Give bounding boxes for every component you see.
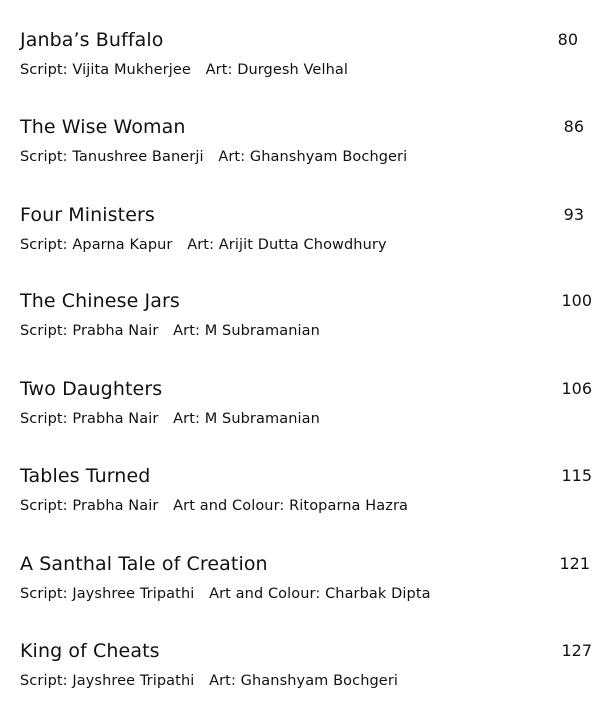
script-label: Script: bbox=[20, 673, 68, 689]
art-label: Art and Colour: bbox=[173, 498, 285, 514]
credits-line bbox=[20, 671, 398, 691]
script-label: Script: bbox=[20, 323, 68, 339]
story-title: Two Daughters bbox=[20, 378, 163, 400]
toc-entry bbox=[0, 289, 600, 369]
toc-entry bbox=[0, 639, 600, 719]
credits-line bbox=[20, 496, 408, 516]
art-label: Art: bbox=[187, 237, 215, 253]
art-author: Ghanshyam Bochgeri bbox=[240, 673, 399, 689]
story-title: A Santhal Tale of Creation bbox=[20, 553, 268, 575]
script-label: Script: bbox=[20, 149, 68, 165]
page-number: 93 bbox=[563, 205, 584, 224]
art-label: Art: bbox=[173, 323, 200, 339]
page-number: 121 bbox=[559, 554, 590, 573]
art-label: Art: bbox=[173, 411, 200, 427]
credits-line bbox=[20, 584, 431, 604]
toc-entry bbox=[0, 115, 600, 195]
art-label: Art and Colour: bbox=[209, 586, 321, 602]
credits-line bbox=[20, 147, 407, 167]
art-author: M Subramanian bbox=[204, 411, 320, 427]
script-author: Jayshree Tripathi bbox=[72, 673, 195, 689]
page-number: 86 bbox=[563, 117, 584, 136]
script-author: Jayshree Tripathi bbox=[72, 586, 195, 602]
script-label: Script: bbox=[20, 498, 68, 514]
script-author: Aparna Kapur bbox=[72, 237, 173, 253]
art-author: Ritoparna Hazra bbox=[289, 498, 408, 514]
art-label: Art: bbox=[205, 62, 233, 78]
toc-entry bbox=[0, 203, 600, 283]
credits-line bbox=[20, 409, 320, 429]
credits-line bbox=[20, 60, 348, 80]
story-title: Tables Turned bbox=[20, 465, 151, 487]
toc-entry bbox=[0, 552, 600, 632]
page-number: 106 bbox=[561, 379, 592, 398]
script-author: Prabha Nair bbox=[72, 323, 159, 339]
page-number: 127 bbox=[561, 641, 592, 660]
toc-entry bbox=[0, 28, 600, 108]
page-number: 80 bbox=[557, 30, 578, 49]
toc-entry bbox=[0, 464, 600, 544]
page-number: 115 bbox=[561, 466, 592, 485]
script-author: Tanushree Banerji bbox=[72, 149, 204, 165]
art-author: M Subramanian bbox=[204, 323, 320, 339]
story-title: King of Cheats bbox=[20, 640, 160, 662]
story-title: The Chinese Jars bbox=[20, 290, 180, 312]
script-author: Prabha Nair bbox=[72, 498, 159, 514]
script-author: Prabha Nair bbox=[72, 411, 159, 427]
story-title: Janba’s Buffalo bbox=[20, 29, 164, 51]
script-label: Script: bbox=[20, 586, 68, 602]
script-label: Script: bbox=[20, 237, 68, 253]
art-author: Arijit Dutta Chowdhury bbox=[218, 237, 387, 253]
art-label: Art: bbox=[209, 673, 236, 689]
credits-line bbox=[20, 235, 387, 255]
art-author: Charbak Dipta bbox=[325, 586, 431, 602]
script-author: Vijita Mukherjee bbox=[72, 62, 191, 78]
art-label: Art: bbox=[218, 149, 246, 165]
script-label: Script: bbox=[20, 411, 68, 427]
credits-line bbox=[20, 321, 320, 341]
story-title: The Wise Woman bbox=[20, 116, 186, 138]
art-author: Ghanshyam Bochgeri bbox=[249, 149, 408, 165]
story-title: Four Ministers bbox=[20, 204, 155, 226]
art-author: Durgesh Velhal bbox=[237, 62, 348, 78]
script-label: Script: bbox=[20, 62, 68, 78]
toc-entry bbox=[0, 377, 600, 457]
page-number: 100 bbox=[561, 291, 592, 310]
